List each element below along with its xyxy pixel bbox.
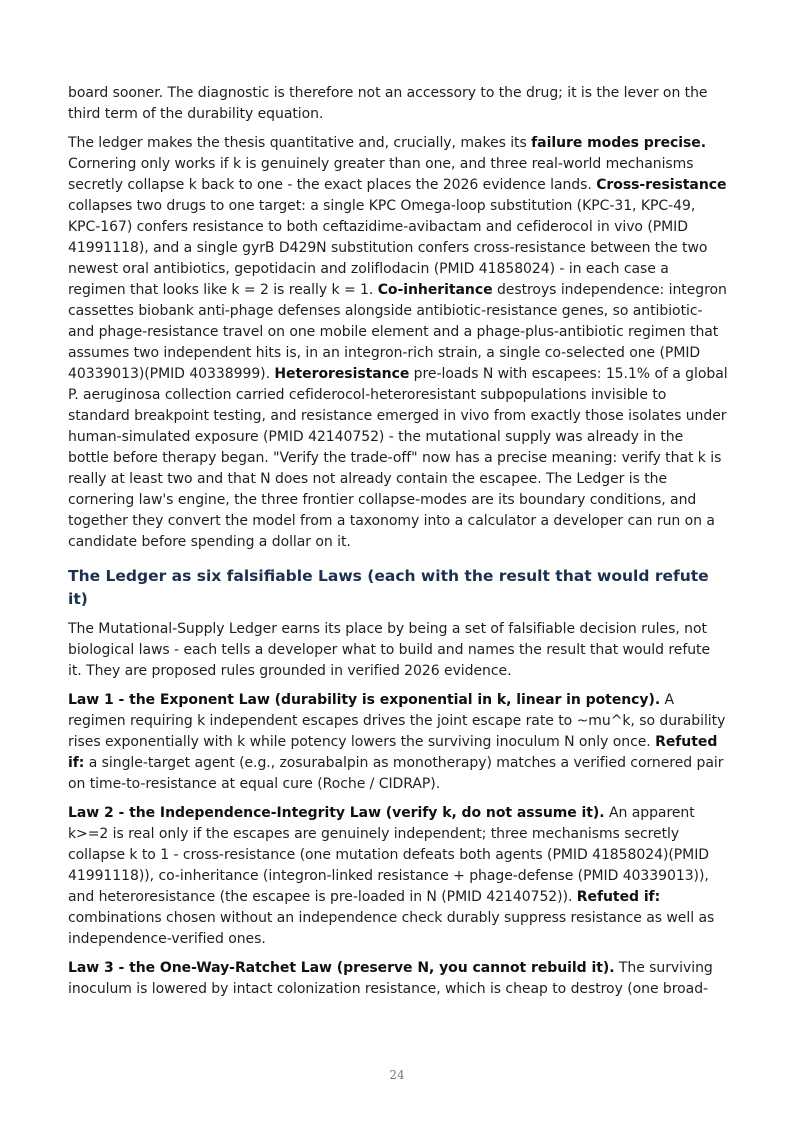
paragraph-intro-laws: The Mutational-Supply Ledger earns its place by being a set of falsifiable decision rules, not biological laws - each tells a developer what to build and names the result that would refute it. They are proposed rules grounded in verified 2026 evidence.	[68, 621, 711, 679]
law-3-paragraph	[68, 958, 728, 1000]
bold-cross-resistance: Cross-resistance	[596, 177, 727, 193]
law-1-paragraph	[68, 690, 728, 795]
law-2-body: An apparent k>=2 is real only if the escapes are genuinely independent; three mechanisms secretly collapse k to 1 - cross-resistance (one mutation defeats both agents (PMID 41858024)(PMID 41991118)), co-inheritance (integron-linked resistance + phage-defense (PMID 40339013)), and heteroresistance (the escapee is pre-loaded in N (PMID 42140752)).	[68, 805, 710, 905]
text-run: pre-loads N with escapees: 15.1% of a global P. aeruginosa collection carried cefiderocol-heteroresistant subpopulations invisible to standard breakpoint testing, and resistance emerged in vivo from exactly those isolates under human-simulated exposure (PMID 42140752) - the mutational supply was already in the bottle before therapy began. "Verify the trade-off" now has a precise meaning: verify that k is really at least two and that N does not already contain the escapee. The Ledger is the cornering law's engine, the three frontier collapse-modes are its boundary conditions, and together they convert the model from a taxonomy into a calculator a developer can run on a candidate before spending a dollar on it.	[68, 366, 728, 550]
law-1-refuted-text: a single-target agent (e.g., zosurabalpin as monotherapy) matches a verified cornered pair on time-to-resistance at equal cure (Roche / CIDRAP).	[68, 755, 724, 792]
paragraph-ledger-failure-modes	[68, 133, 728, 553]
law-1-refuted-label: Refuted if:	[68, 734, 718, 771]
law-1-body: A regimen requiring k independent escapes drives the joint escape rate to ~mu^k, so durability rises exponentially with k while potency lowers the surviving inoculum N only once.	[68, 692, 726, 750]
law-2-refuted-text: combinations chosen without an independence check durably suppress resistance as well as independence-verified ones.	[68, 910, 715, 947]
law-2-title: Law 2 - the Independence-Integrity Law (verify k, do not assume it).	[68, 805, 605, 821]
law-3-title: Law 3 - the One-Way-Ratchet Law (preserve N, you cannot rebuild it).	[68, 960, 615, 976]
law-1-title: Law 1 - the Exponent Law (durability is exponential in k, linear in potency).	[68, 692, 661, 708]
text-run: The ledger makes the thesis quantitative and, crucially, makes its	[68, 135, 532, 151]
text-run: Cornering only works if k is genuinely greater than one, and three real-world mechanisms secretly collapse k back to one - the exact places the 2026 evidence lands.	[68, 156, 694, 193]
text-run: destroys independence: integron cassettes biobank anti-phage defenses alongside antibiotic-resistance genes, so antibiotic- and phage-resistance travel on one mobile element and a phage-plus-antibiotic regimen that assumes two independent hits is, in an integron-rich strain, a single co-selected one (PMID 40339013)(PMID 40338999).	[68, 282, 727, 382]
bold-failure-modes: failure modes precise.	[531, 135, 707, 151]
law-2-refuted-label: Refuted if:	[576, 889, 661, 905]
bold-heteroresistance: Heteroresistance	[274, 366, 410, 382]
law-3-body: The surviving inoculum is lowered by intact colonization resistance, which is cheap to destroy (one broad-	[68, 960, 713, 997]
paragraph-continuation: board sooner. The diagnostic is therefore not an accessory to the drug; it is the lever on the third term of the durability equation.	[68, 85, 708, 122]
text-run: collapses two drugs to one target: a single KPC Omega-loop substitution (KPC-31, KPC-49, KPC-167) confers resistance to both ceftazidime-avibactam and cefiderocol in vivo (PMID 41991118), and a single gyrB D429N substitution confers cross-resistance between the two newest oral antibiotics, gepotidacin and zoliflodacin (PMID 41858024) - in each case a regimen that looks like k = 2 is really k = 1.	[68, 198, 708, 298]
section-heading: The Ledger as six falsifiable Laws (each with the result that would refute it)	[68, 567, 709, 608]
bold-co-inheritance: Co-inheritance	[377, 282, 493, 298]
page-number: 24	[389, 1068, 405, 1082]
law-2-paragraph	[68, 803, 728, 950]
document-page	[68, 83, 728, 1008]
